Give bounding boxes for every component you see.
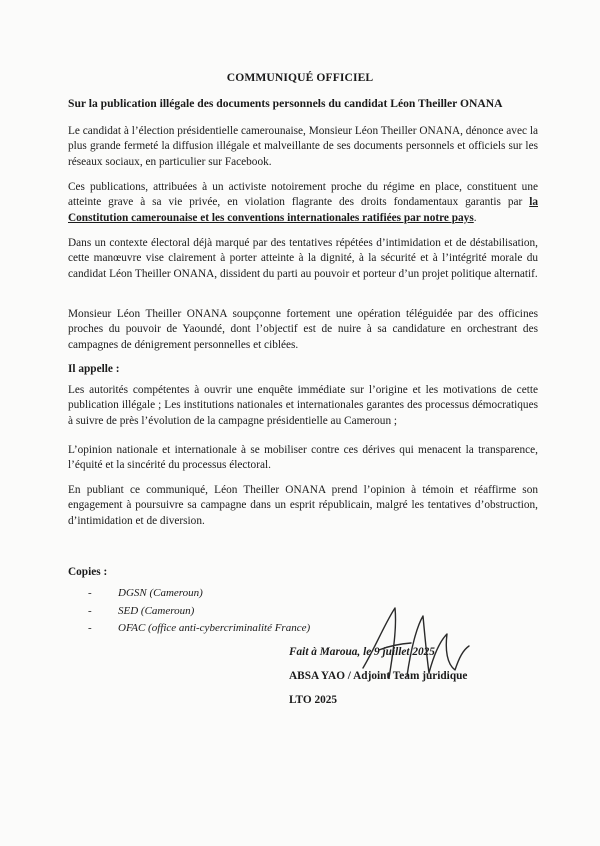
copies-heading: Copies :	[68, 566, 108, 578]
document-subtitle: Sur la publication illégale des documents personnels du candidat Léon Theiller ONANA	[68, 97, 503, 110]
copies-list	[88, 585, 310, 638]
copy-item	[88, 620, 310, 638]
paragraph-publications-end: .	[473, 211, 477, 224]
copy-bullet: -	[88, 587, 92, 599]
appeal-heading: Il appelle :	[68, 363, 120, 375]
paragraph-intro: Le candidat à l’élection présidentielle camerounaise, Monsieur Léon Theiller ONANA, dénonce avec la plus grande fermeté la diffusion illégale et malveillante de ses documents personnels et officiels sur les réseaux sociaux, en particulier sur Facebook.	[68, 125, 538, 168]
signatory-name: ABSA YAO / Adjoint Team juridique	[289, 670, 468, 682]
document-title: COMMUNIQUÉ OFFICIEL	[226, 71, 374, 84]
appeal-opinion: L’opinion nationale et internationale à se mobiliser contre ces dérives qui menacent la transparence, l’équité et la sincérité du processus électoral.	[68, 444, 538, 472]
place-date: Fait à Maroua, le 9 juillet 2025	[289, 646, 435, 658]
handwritten-signature	[355, 598, 475, 688]
copy-item-label: SED (Cameroun)	[118, 604, 195, 617]
copy-bullet: -	[88, 622, 92, 634]
paragraph-closing: En publiant ce communiqué, Léon Theiller ONANA prend l’opinion à témoin et réaffirme son engagement à poursuivre sa campagne dans un esprit républicain, malgré les tentatives d’obstruction, d’intimidation et de diversion.	[68, 484, 538, 527]
paragraph-publications	[68, 180, 538, 226]
paragraph-publications-text: Ces publications, attribuées à un activiste notoirement proche du régime en place, constituent une atteinte grave à sa vie privée, en violation flagrante des droits fondamentaux garantis par	[68, 181, 538, 209]
copy-item-label: DGSN (Cameroun)	[118, 587, 203, 599]
copy-item	[88, 585, 310, 603]
copy-bullet: -	[88, 604, 92, 617]
copy-item	[88, 603, 310, 621]
copy-item-label: OFAC (office anti-cybercriminalité France)	[118, 622, 311, 634]
appeal-authorities: Les autorités compétentes à ouvrir une enquête immédiate sur l’origine et les motivations de cette publication illégale ; Les institutions nationales et internationales garantes des processus démocratiques à suivre de près l’évolution de la campagne présidentielle au Cameroun ;	[68, 384, 538, 427]
constitution-reference: la Constitution camerounaise et les conventions internationales ratifiées par notre pays	[68, 196, 538, 224]
paragraph-context: Dans un contexte électoral déjà marqué par des tentatives répétées d’intimidation et de déstabilisation, cette manœuvre vise clairement à porter atteinte à la dignité, à la sécurité et à l’intégrité morale du candidat Léon Theiller ONANA, dissident du parti au pouvoir et porteur d’un projet politique alternatif.	[68, 237, 538, 280]
signatory-organization: LTO 2025	[289, 694, 338, 706]
paragraph-suspicion: Monsieur Léon Theiller ONANA soupçonne fortement une opération téléguidée par des officines proches du pouvoir de Yaoundé, dont l’objectif est de nuire à sa candidature en orchestrant des campagnes de dénigrement personnelles et ciblées.	[68, 308, 538, 351]
